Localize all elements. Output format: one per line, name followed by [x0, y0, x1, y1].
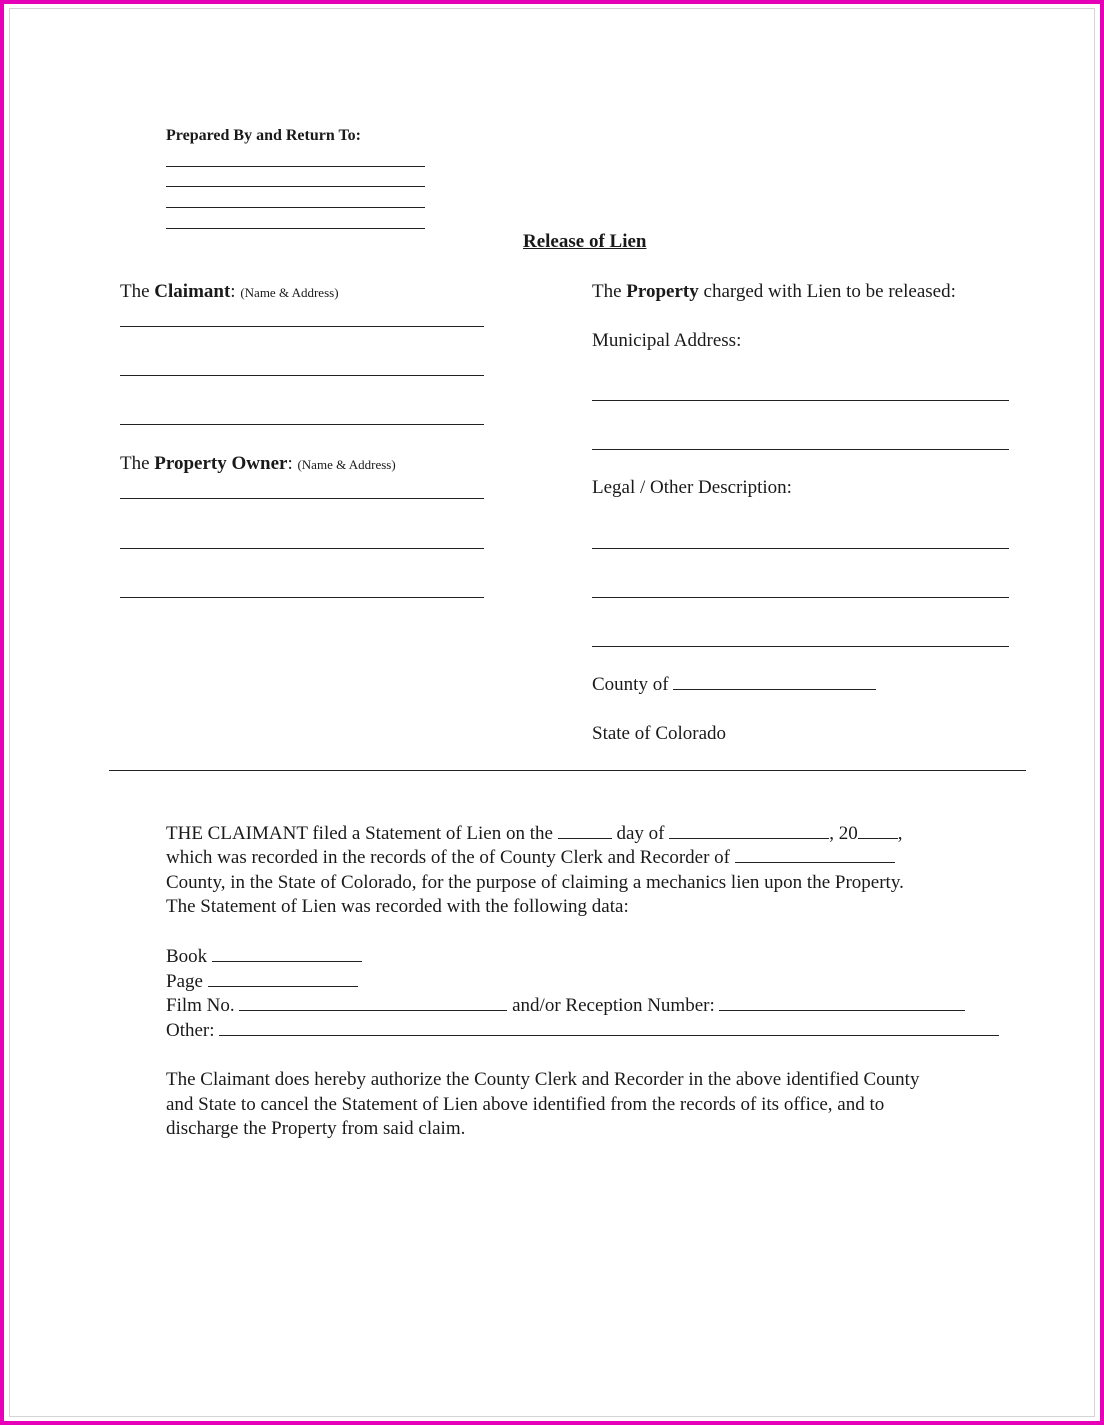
- statement-text-d: ,: [897, 823, 903, 844]
- film-label: Film No.: [166, 995, 235, 1016]
- claimant-line-2[interactable]: [120, 375, 484, 376]
- county-row: [592, 674, 876, 696]
- authorization-line-2: and State to cancel the Statement of Lien above identified from the records of its office, and to: [166, 1094, 885, 1115]
- claimant-colon: :: [230, 281, 236, 302]
- authorization-line-1: The Claimant does hereby authorize the County Clerk and Recorder in the above identified County: [166, 1069, 920, 1090]
- owner-line-2[interactable]: [120, 548, 484, 549]
- legal-description-label: Legal / Other Description:: [592, 477, 792, 498]
- municipal-address-line-1[interactable]: [592, 400, 1009, 401]
- statement-text-b: day of: [616, 823, 665, 844]
- prepared-by-line-2[interactable]: [166, 186, 425, 187]
- statement-line-3: County, in the State of Colorado, for the purpose of claiming a mechanics lien upon the Property.: [166, 872, 904, 893]
- property-prefix: The: [592, 281, 622, 302]
- owner-label: Property Owner: [154, 453, 288, 474]
- municipal-address-line-2[interactable]: [592, 449, 1009, 450]
- owner-heading: [120, 453, 396, 476]
- prepared-by-label: Prepared By and Return To:: [166, 127, 361, 144]
- page-label: Page: [166, 971, 203, 992]
- owner-hint: (Name & Address): [297, 457, 396, 472]
- reception-field[interactable]: [719, 995, 965, 1011]
- film-field[interactable]: [239, 995, 507, 1011]
- property-suffix: charged with Lien to be released:: [703, 281, 956, 302]
- owner-line-3[interactable]: [120, 597, 484, 598]
- other-field[interactable]: [219, 1020, 999, 1036]
- state-label: State of Colorado: [592, 723, 727, 744]
- prepared-by-line-1[interactable]: [166, 166, 425, 167]
- year-field[interactable]: [858, 823, 898, 839]
- property-label: Property: [626, 281, 699, 302]
- statement-text-a: THE CLAIMANT filed a Statement of Lien on the: [166, 823, 553, 844]
- document-frame: [9, 8, 1095, 1417]
- legal-description-line-1[interactable]: [592, 548, 1009, 549]
- section-divider: [109, 770, 1026, 771]
- claimant-line-1[interactable]: [120, 326, 484, 327]
- film-row: [166, 994, 965, 1019]
- authorization-line-3: discharge the Property from said claim.: [166, 1118, 466, 1139]
- statement-line-2: [166, 846, 895, 871]
- statement-line-1: [166, 822, 902, 847]
- reception-label: and/or Reception Number:: [512, 995, 715, 1016]
- prepared-by-line-3[interactable]: [166, 207, 425, 208]
- claimant-heading: [120, 281, 339, 304]
- claimant-label: Claimant: [154, 281, 231, 302]
- owner-colon: :: [287, 453, 293, 474]
- book-row: [166, 945, 362, 970]
- prepared-by-line-4[interactable]: [166, 228, 425, 229]
- property-heading: [592, 281, 956, 303]
- book-label: Book: [166, 946, 208, 967]
- recorder-county-field[interactable]: [735, 847, 895, 863]
- document-title: Release of Lien: [523, 231, 647, 252]
- month-field[interactable]: [669, 823, 829, 839]
- statement-line-4: The Statement of Lien was recorded with the following data:: [166, 896, 629, 917]
- page-field[interactable]: [208, 971, 358, 987]
- municipal-address-label: Municipal Address:: [592, 330, 742, 351]
- claimant-hint: (Name & Address): [240, 285, 339, 300]
- owner-prefix: The: [120, 453, 150, 474]
- book-field[interactable]: [212, 946, 362, 962]
- county-label: County of: [592, 674, 669, 695]
- legal-description-line-3[interactable]: [592, 646, 1009, 647]
- page-row: [166, 970, 358, 995]
- legal-description-line-2[interactable]: [592, 597, 1009, 598]
- statement-text-line2: which was recorded in the records of the of County Clerk and Recorder of: [166, 847, 731, 868]
- claimant-line-3[interactable]: [120, 424, 484, 425]
- other-row: [166, 1019, 999, 1044]
- county-field[interactable]: [673, 674, 876, 690]
- other-label: Other:: [166, 1020, 215, 1041]
- claimant-prefix: The: [120, 281, 150, 302]
- day-field[interactable]: [558, 823, 612, 839]
- statement-text-c: , 20: [829, 823, 858, 844]
- owner-line-1[interactable]: [120, 498, 484, 499]
